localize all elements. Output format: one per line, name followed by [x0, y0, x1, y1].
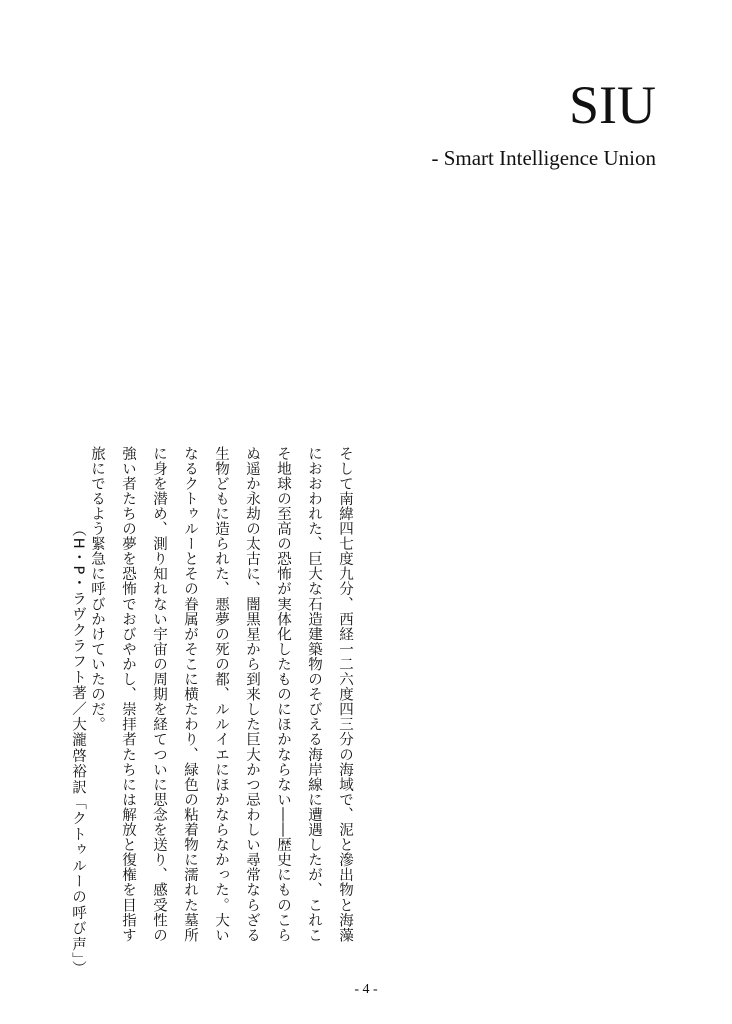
- epigraph-text: そして南緯四七度九分、西経一二六度四三分の海域で、泥と滲出物と海藻におおわれた、巨大な石造建築物のそびえる海岸線に遭遇したが、これこそ地球の至高の恐怖が実体化したものにほかならない――歴史にものこらぬ遥か永劫の太古に、闇黒星から到来した巨大かつ忌わしい尋常ならざる生物どもに造られた、悪夢の死の都、ルルイエにほかならなかった。大いなるクトゥルーとその眷属がそこに横たわり、緑色の粘着物に濡れた墓所に身を潜め、測り知れない宇宙の周期を経てついに思念を送り、感受性の強い者たちの夢を恐怖でおびやかし、崇拝者たちには解放と復権を目指す旅にでるよう緊急に呼びかけていたのだ。: [89, 446, 353, 943]
- page-title: SIU: [568, 75, 656, 135]
- epigraph-citation: （H・P・ラヴクラフト著／大瀧啓裕訳「クトゥルーの呼び声」）: [70, 522, 86, 977]
- page-number: - 4 -: [354, 982, 378, 997]
- page-subtitle: - Smart Intelligence Union: [431, 146, 656, 170]
- epigraph-quote: [89, 446, 360, 946]
